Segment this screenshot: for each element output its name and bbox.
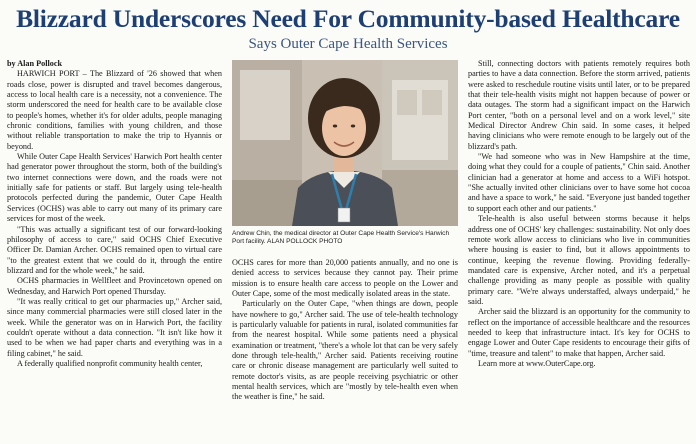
article-photo bbox=[232, 60, 458, 226]
article-column-3 bbox=[468, 59, 690, 441]
paragraph: Particularly on the Outer Cape, "when things are down, people have nowhere to go," Archer said. The use of tele-health technology is particularly valuable for patients in rural, isolated communities far from the nearest hospital. While some patients need a physical examination or treatment, "there's a whole lot that can be very safely done through tele-health," Archer said. Patients receiving routine care or chronic disease management are particularly well suited to remote doctor's visits, as are people receiving psychiatric or other mental health services, which are "mostly by tele-health even when the weather is fine," he said. bbox=[232, 299, 458, 402]
article-column-2 bbox=[232, 258, 458, 438]
paragraph: "It was really critical to get our pharmacies up," Archer said, since many commercial pharmacies were still closed later in the week. While the generator was on in Harwich Port, the facility couldn't operate without a data connection. "It isn't like how it used to be when we had paper charts and everything was in a filing cabinet," he said. bbox=[7, 296, 222, 358]
subheadline: Says Outer Cape Health Services bbox=[248, 36, 448, 52]
photo-caption: Andrew Chin, the medical director at Outer Cape Health Service's Harwich Port facility. ALAN POLLOCK PHOTO bbox=[232, 230, 450, 246]
headline: Blizzard Underscores Need For Community-based Healthcare bbox=[16, 4, 680, 33]
paragraph: Tele-health is also useful between storms because it helps address one of OCHS' key challenges: sustainability. Not only does remote work allow access to clinicians who live in communities where housing is easier to find, but it allows appointments to continue, keeping the revenue flowing. Providing federally-mandated care is expensive, Archer noted, and it's a perpetual challenge providing as many people as possible with quality primary care. "We're always understaffed, always underpaid," he said. bbox=[468, 214, 690, 306]
paragraph: Still, connecting doctors with patients remotely requires both parties to have a data connection. Before the storm arrived, patients were asked to reschedule routine visits until later, or to be prepared that their tele-health visits might not happen because of power or data outages. The storm had a significant impact on the Harwich Port center, "both on a personal level and on a work level," site Medical Director Andrew Chin said. In some cases, it helped having clinicians who were remote enough to be largely out of the blizzard's path. bbox=[468, 59, 690, 151]
paragraph: Archer said the blizzard is an opportunity for the community to reflect on the importance of accessible healthcare and the resources needed to keep that infrastructure intact. It's key for OCHS to engage Lower and Outer Cape residents to encourage their gifts of "time, treasure and talent" to make that happen, Archer said. bbox=[468, 307, 690, 358]
paragraph: Learn more at www.OuterCape.org. bbox=[478, 358, 596, 368]
paragraph: "This was actually a significant test of our forward-looking philosophy of access to care," said OCHS Chief Executive Officer Dr. Damian Archer. OCHS remained open to virtual care "to the greatest extent that we could do it, through the entire blizzard and for the whole week," he said. bbox=[7, 224, 222, 275]
byline: by Alan Pollock bbox=[7, 59, 63, 68]
paragraph: OCHS pharmacies in Wellfleet and Provincetown opened on Wednesday, and Harwich Port opened Thursday. bbox=[7, 276, 222, 296]
paragraph: "We had someone who was in New Hampshire at the time, doing what they could for a couple of patients," Chin said. Another clinician had a generator at home and access to a WiFi hotspot. "She actually invited other clinicians over to have some hot cocoa and have a space to work," he said. "Everyone just banded together to support each other and our patients." bbox=[468, 152, 690, 213]
paragraph: OCHS cares for more than 20,000 patients annually, and no one is denied access to services because they cannot pay. Their prime mission is to ensure health care access to people on the Lower and Outer Cape, some of the most medically isolated areas in the state. bbox=[232, 258, 458, 299]
paragraph: A federally qualified nonprofit community health center, bbox=[17, 358, 203, 368]
paragraph: HARWICH PORT – The Blizzard of '26 showed that when roads close, power is disrupted and travel becomes dangerous, access to local health care is a necessity, not a convenience. The storm underscored the need for health care to be available close to people's homes, whether it's for older adults, people managing chronic conditions, families with young children, and those without reliable transportation to make the trip to Hyannis or beyond. bbox=[7, 69, 222, 151]
article-column-1 bbox=[7, 59, 222, 441]
paragraph: While Outer Cape Health Services' Harwich Port health center had generator power throughout the storm, both of the building's two internet connections were down, and the roads were not initially safe for patients or staff. But largely using tele-health protocols perfected during the pandemic, Outer Cape Health Services (OCHS) was able to carry out many of its primary care services for most of the week. bbox=[7, 152, 222, 224]
doctor-portrait-illustration bbox=[232, 60, 458, 226]
